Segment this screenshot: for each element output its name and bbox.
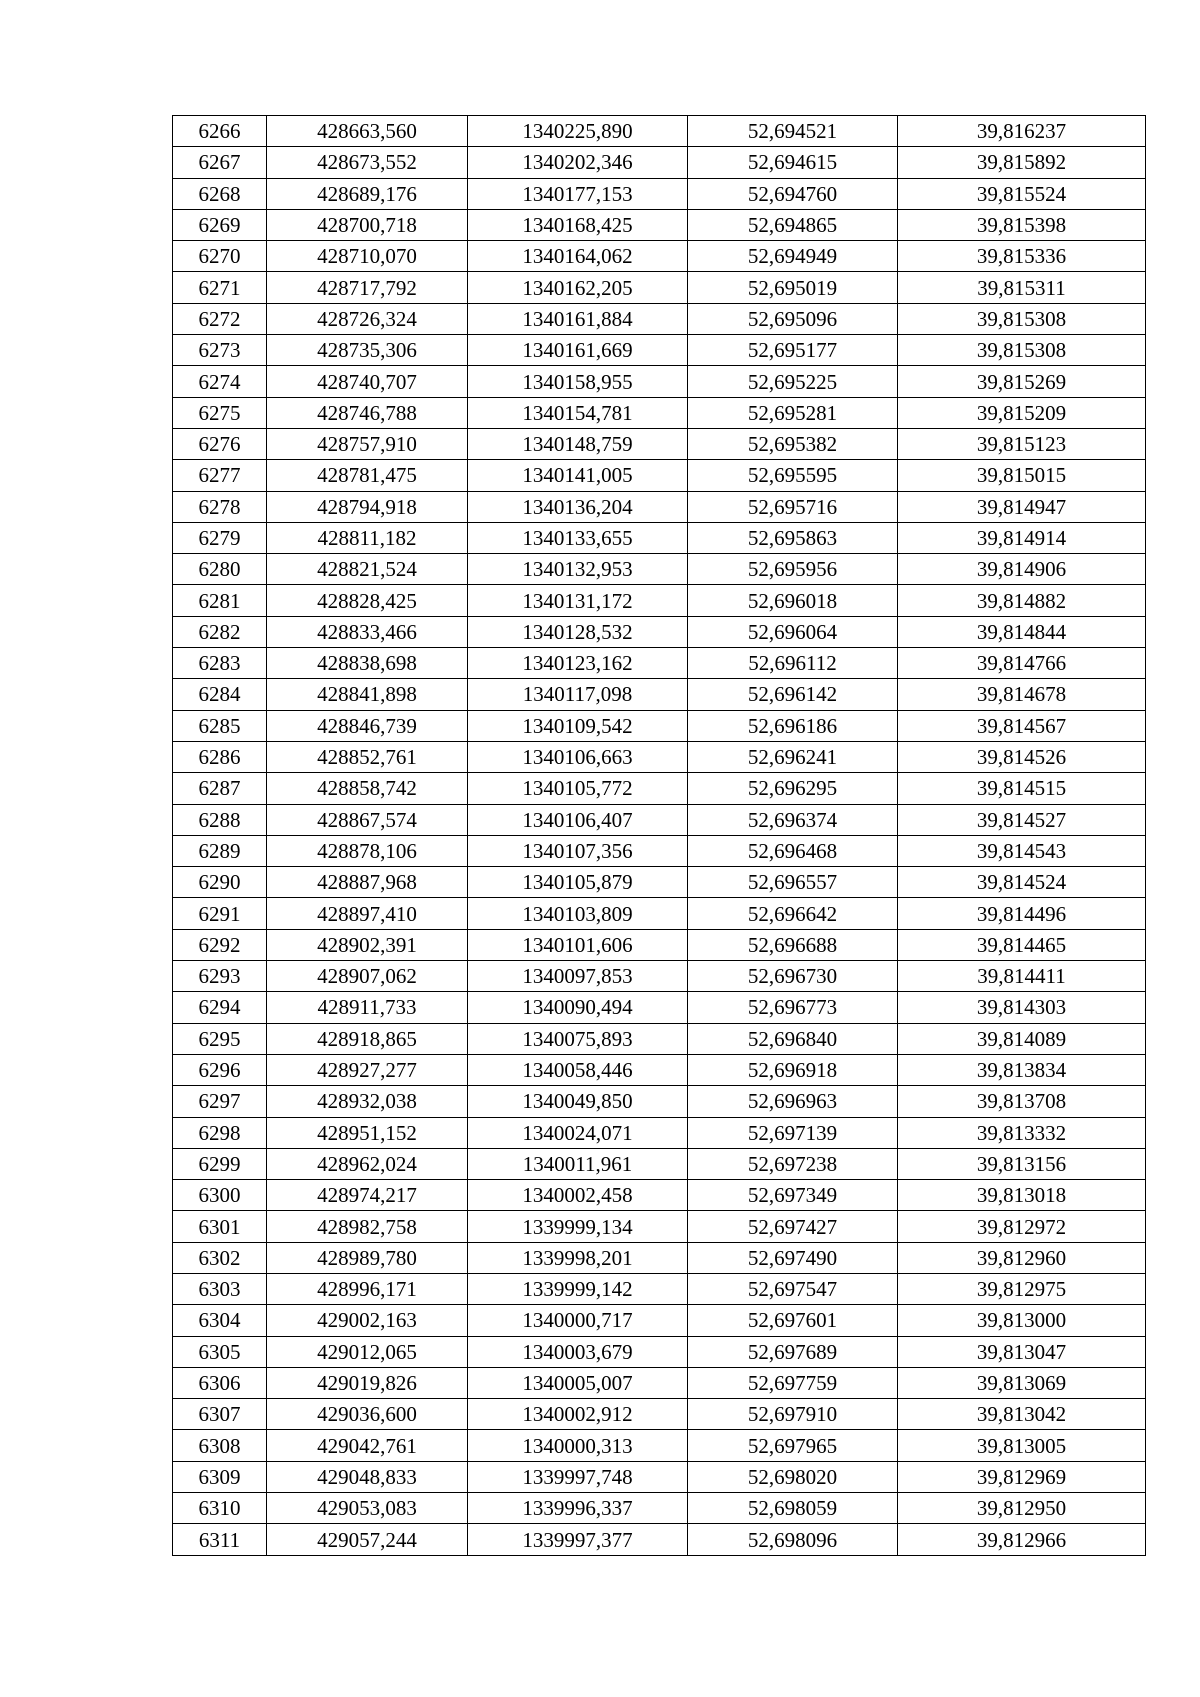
longitude-cell: 39,814766 [898,648,1146,679]
table-row [173,1430,1146,1461]
point-number-cell: 6291 [173,898,267,929]
point-number-cell: 6270 [173,241,267,272]
table-row [173,147,1146,178]
y-coordinate-cell: 1339999,134 [468,1211,688,1242]
table-row [173,1336,1146,1367]
y-coordinate-cell: 1339998,201 [468,1242,688,1273]
y-coordinate-cell: 1340101,606 [468,929,688,960]
x-coordinate-cell: 428689,176 [267,178,468,209]
longitude-cell: 39,815892 [898,147,1146,178]
longitude-cell: 39,815308 [898,303,1146,334]
table-row [173,241,1146,272]
y-coordinate-cell: 1340049,850 [468,1086,688,1117]
y-coordinate-cell: 1340058,446 [468,1054,688,1085]
point-number-cell: 6288 [173,804,267,835]
x-coordinate-cell: 429048,833 [267,1461,468,1492]
y-coordinate-cell: 1340075,893 [468,1023,688,1054]
point-number-cell: 6302 [173,1242,267,1273]
longitude-cell: 39,812969 [898,1461,1146,1492]
latitude-cell: 52,697759 [688,1367,898,1398]
coordinates-table-body [173,116,1146,1556]
table-row [173,1367,1146,1398]
longitude-cell: 39,813047 [898,1336,1146,1367]
longitude-cell: 39,814844 [898,616,1146,647]
y-coordinate-cell: 1339997,377 [468,1524,688,1555]
longitude-cell: 39,815336 [898,241,1146,272]
longitude-cell: 39,815398 [898,209,1146,240]
y-coordinate-cell: 1340164,062 [468,241,688,272]
latitude-cell: 52,694760 [688,178,898,209]
y-coordinate-cell: 1340107,356 [468,835,688,866]
y-coordinate-cell: 1340123,162 [468,648,688,679]
table-row [173,1180,1146,1211]
y-coordinate-cell: 1340117,098 [468,679,688,710]
latitude-cell: 52,696688 [688,929,898,960]
table-row [173,1117,1146,1148]
latitude-cell: 52,696468 [688,835,898,866]
table-row [173,1273,1146,1304]
y-coordinate-cell: 1340132,953 [468,554,688,585]
x-coordinate-cell: 429036,600 [267,1399,468,1430]
longitude-cell: 39,815123 [898,428,1146,459]
x-coordinate-cell: 428982,758 [267,1211,468,1242]
longitude-cell: 39,814303 [898,992,1146,1023]
table-row [173,961,1146,992]
table-row [173,898,1146,929]
longitude-cell: 39,813018 [898,1180,1146,1211]
latitude-cell: 52,695096 [688,303,898,334]
table-row [173,585,1146,616]
table-row [173,178,1146,209]
latitude-cell: 52,697427 [688,1211,898,1242]
point-number-cell: 6295 [173,1023,267,1054]
y-coordinate-cell: 1340011,961 [468,1148,688,1179]
latitude-cell: 52,697139 [688,1117,898,1148]
x-coordinate-cell: 428846,739 [267,710,468,741]
longitude-cell: 39,813834 [898,1054,1146,1085]
point-number-cell: 6274 [173,366,267,397]
table-row [173,773,1146,804]
latitude-cell: 52,695281 [688,397,898,428]
table-row [173,1524,1146,1555]
longitude-cell: 39,813069 [898,1367,1146,1398]
y-coordinate-cell: 1340105,879 [468,867,688,898]
y-coordinate-cell: 1340090,494 [468,992,688,1023]
point-number-cell: 6310 [173,1493,267,1524]
table-row [173,1242,1146,1273]
point-number-cell: 6281 [173,585,267,616]
point-number-cell: 6285 [173,710,267,741]
y-coordinate-cell: 1340109,542 [468,710,688,741]
table-row [173,1399,1146,1430]
table-row [173,1461,1146,1492]
point-number-cell: 6296 [173,1054,267,1085]
longitude-cell: 39,812975 [898,1273,1146,1304]
x-coordinate-cell: 428996,171 [267,1273,468,1304]
point-number-cell: 6299 [173,1148,267,1179]
point-number-cell: 6287 [173,773,267,804]
x-coordinate-cell: 428902,391 [267,929,468,960]
table-row [173,867,1146,898]
y-coordinate-cell: 1339999,142 [468,1273,688,1304]
table-row [173,1211,1146,1242]
latitude-cell: 52,695382 [688,428,898,459]
x-coordinate-cell: 428663,560 [267,116,468,147]
table-row [173,1148,1146,1179]
point-number-cell: 6272 [173,303,267,334]
x-coordinate-cell: 429057,244 [267,1524,468,1555]
y-coordinate-cell: 1340202,346 [468,147,688,178]
point-number-cell: 6268 [173,178,267,209]
point-number-cell: 6276 [173,428,267,459]
longitude-cell: 39,814089 [898,1023,1146,1054]
x-coordinate-cell: 428841,898 [267,679,468,710]
point-number-cell: 6283 [173,648,267,679]
x-coordinate-cell: 428781,475 [267,460,468,491]
point-number-cell: 6298 [173,1117,267,1148]
latitude-cell: 52,696642 [688,898,898,929]
x-coordinate-cell: 428811,182 [267,522,468,553]
table-row [173,1086,1146,1117]
latitude-cell: 52,696963 [688,1086,898,1117]
y-coordinate-cell: 1340162,205 [468,272,688,303]
longitude-cell: 39,814465 [898,929,1146,960]
point-number-cell: 6311 [173,1524,267,1555]
longitude-cell: 39,814411 [898,961,1146,992]
x-coordinate-cell: 429042,761 [267,1430,468,1461]
table-row [173,209,1146,240]
longitude-cell: 39,814496 [898,898,1146,929]
point-number-cell: 6289 [173,835,267,866]
x-coordinate-cell: 428821,524 [267,554,468,585]
table-row [173,428,1146,459]
latitude-cell: 52,695177 [688,335,898,366]
table-row [173,116,1146,147]
x-coordinate-cell: 428746,788 [267,397,468,428]
table-row [173,1023,1146,1054]
longitude-cell: 39,813005 [898,1430,1146,1461]
table-row [173,1305,1146,1336]
table-row [173,992,1146,1023]
x-coordinate-cell: 429002,163 [267,1305,468,1336]
latitude-cell: 52,694615 [688,147,898,178]
point-number-cell: 6300 [173,1180,267,1211]
latitude-cell: 52,695863 [688,522,898,553]
x-coordinate-cell: 429053,083 [267,1493,468,1524]
x-coordinate-cell: 428838,698 [267,648,468,679]
longitude-cell: 39,813332 [898,1117,1146,1148]
x-coordinate-cell: 428932,038 [267,1086,468,1117]
longitude-cell: 39,814524 [898,867,1146,898]
longitude-cell: 39,813708 [898,1086,1146,1117]
point-number-cell: 6266 [173,116,267,147]
x-coordinate-cell: 428878,106 [267,835,468,866]
y-coordinate-cell: 1340000,717 [468,1305,688,1336]
latitude-cell: 52,694949 [688,241,898,272]
x-coordinate-cell: 428897,410 [267,898,468,929]
latitude-cell: 52,698020 [688,1461,898,1492]
table-row [173,554,1146,585]
x-coordinate-cell: 428833,466 [267,616,468,647]
y-coordinate-cell: 1340148,759 [468,428,688,459]
table-row [173,522,1146,553]
y-coordinate-cell: 1340106,663 [468,741,688,772]
point-number-cell: 6290 [173,867,267,898]
latitude-cell: 52,696064 [688,616,898,647]
point-number-cell: 6275 [173,397,267,428]
y-coordinate-cell: 1339996,337 [468,1493,688,1524]
x-coordinate-cell: 428794,918 [267,491,468,522]
longitude-cell: 39,814882 [898,585,1146,616]
table-row [173,303,1146,334]
y-coordinate-cell: 1340106,407 [468,804,688,835]
point-number-cell: 6277 [173,460,267,491]
table-row [173,648,1146,679]
latitude-cell: 52,696142 [688,679,898,710]
latitude-cell: 52,696241 [688,741,898,772]
table-row [173,804,1146,835]
table-row [173,741,1146,772]
point-number-cell: 6271 [173,272,267,303]
latitude-cell: 52,697601 [688,1305,898,1336]
x-coordinate-cell: 428887,968 [267,867,468,898]
latitude-cell: 52,696918 [688,1054,898,1085]
longitude-cell: 39,812966 [898,1524,1146,1555]
longitude-cell: 39,814678 [898,679,1146,710]
latitude-cell: 52,696112 [688,648,898,679]
y-coordinate-cell: 1340000,313 [468,1430,688,1461]
longitude-cell: 39,815015 [898,460,1146,491]
x-coordinate-cell: 428710,070 [267,241,468,272]
y-coordinate-cell: 1340003,679 [468,1336,688,1367]
x-coordinate-cell: 428974,217 [267,1180,468,1211]
latitude-cell: 52,697349 [688,1180,898,1211]
y-coordinate-cell: 1340136,204 [468,491,688,522]
y-coordinate-cell: 1340225,890 [468,116,688,147]
latitude-cell: 52,694521 [688,116,898,147]
x-coordinate-cell: 428867,574 [267,804,468,835]
latitude-cell: 52,697490 [688,1242,898,1273]
table-row [173,679,1146,710]
table-row [173,835,1146,866]
x-coordinate-cell: 428918,865 [267,1023,468,1054]
y-coordinate-cell: 1340168,425 [468,209,688,240]
longitude-cell: 39,815269 [898,366,1146,397]
y-coordinate-cell: 1339997,748 [468,1461,688,1492]
latitude-cell: 52,697238 [688,1148,898,1179]
x-coordinate-cell: 428740,707 [267,366,468,397]
longitude-cell: 39,815311 [898,272,1146,303]
y-coordinate-cell: 1340024,071 [468,1117,688,1148]
latitude-cell: 52,696186 [688,710,898,741]
longitude-cell: 39,813000 [898,1305,1146,1336]
coordinates-table [172,115,1146,1556]
table-row [173,1054,1146,1085]
point-number-cell: 6292 [173,929,267,960]
point-number-cell: 6269 [173,209,267,240]
latitude-cell: 52,696840 [688,1023,898,1054]
x-coordinate-cell: 428911,733 [267,992,468,1023]
point-number-cell: 6297 [173,1086,267,1117]
point-number-cell: 6305 [173,1336,267,1367]
table-row [173,710,1146,741]
y-coordinate-cell: 1340131,172 [468,585,688,616]
point-number-cell: 6304 [173,1305,267,1336]
x-coordinate-cell: 428951,152 [267,1117,468,1148]
longitude-cell: 39,814906 [898,554,1146,585]
y-coordinate-cell: 1340005,007 [468,1367,688,1398]
y-coordinate-cell: 1340161,884 [468,303,688,334]
point-number-cell: 6286 [173,741,267,772]
longitude-cell: 39,814947 [898,491,1146,522]
point-number-cell: 6294 [173,992,267,1023]
longitude-cell: 39,812972 [898,1211,1146,1242]
x-coordinate-cell: 428757,910 [267,428,468,459]
table-row [173,929,1146,960]
x-coordinate-cell: 428989,780 [267,1242,468,1273]
longitude-cell: 39,814527 [898,804,1146,835]
x-coordinate-cell: 428962,024 [267,1148,468,1179]
y-coordinate-cell: 1340002,912 [468,1399,688,1430]
latitude-cell: 52,698096 [688,1524,898,1555]
point-number-cell: 6301 [173,1211,267,1242]
point-number-cell: 6284 [173,679,267,710]
latitude-cell: 52,696374 [688,804,898,835]
y-coordinate-cell: 1340158,955 [468,366,688,397]
point-number-cell: 6278 [173,491,267,522]
table-row [173,616,1146,647]
x-coordinate-cell: 428858,742 [267,773,468,804]
longitude-cell: 39,812960 [898,1242,1146,1273]
y-coordinate-cell: 1340154,781 [468,397,688,428]
point-number-cell: 6308 [173,1430,267,1461]
latitude-cell: 52,695716 [688,491,898,522]
longitude-cell: 39,813042 [898,1399,1146,1430]
latitude-cell: 52,697910 [688,1399,898,1430]
point-number-cell: 6279 [173,522,267,553]
longitude-cell: 39,813156 [898,1148,1146,1179]
y-coordinate-cell: 1340128,532 [468,616,688,647]
longitude-cell: 39,814567 [898,710,1146,741]
point-number-cell: 6303 [173,1273,267,1304]
longitude-cell: 39,815308 [898,335,1146,366]
latitude-cell: 52,696295 [688,773,898,804]
latitude-cell: 52,695595 [688,460,898,491]
longitude-cell: 39,815524 [898,178,1146,209]
x-coordinate-cell: 428852,761 [267,741,468,772]
x-coordinate-cell: 428717,792 [267,272,468,303]
x-coordinate-cell: 428700,718 [267,209,468,240]
latitude-cell: 52,695956 [688,554,898,585]
x-coordinate-cell: 429012,065 [267,1336,468,1367]
y-coordinate-cell: 1340133,655 [468,522,688,553]
x-coordinate-cell: 428735,306 [267,335,468,366]
latitude-cell: 52,696018 [688,585,898,616]
table-row [173,491,1146,522]
table-row [173,335,1146,366]
table-row [173,397,1146,428]
y-coordinate-cell: 1340103,809 [468,898,688,929]
latitude-cell: 52,697689 [688,1336,898,1367]
x-coordinate-cell: 428726,324 [267,303,468,334]
table-row [173,272,1146,303]
x-coordinate-cell: 428907,062 [267,961,468,992]
x-coordinate-cell: 429019,826 [267,1367,468,1398]
y-coordinate-cell: 1340177,153 [468,178,688,209]
point-number-cell: 6273 [173,335,267,366]
point-number-cell: 6309 [173,1461,267,1492]
table-row [173,366,1146,397]
longitude-cell: 39,814543 [898,835,1146,866]
latitude-cell: 52,697965 [688,1430,898,1461]
longitude-cell: 39,812950 [898,1493,1146,1524]
y-coordinate-cell: 1340002,458 [468,1180,688,1211]
latitude-cell: 52,694865 [688,209,898,240]
longitude-cell: 39,814914 [898,522,1146,553]
table-row [173,460,1146,491]
latitude-cell: 52,698059 [688,1493,898,1524]
latitude-cell: 52,695019 [688,272,898,303]
y-coordinate-cell: 1340105,772 [468,773,688,804]
longitude-cell: 39,816237 [898,116,1146,147]
point-number-cell: 6282 [173,616,267,647]
y-coordinate-cell: 1340161,669 [468,335,688,366]
point-number-cell: 6280 [173,554,267,585]
longitude-cell: 39,815209 [898,397,1146,428]
x-coordinate-cell: 428927,277 [267,1054,468,1085]
x-coordinate-cell: 428673,552 [267,147,468,178]
latitude-cell: 52,696773 [688,992,898,1023]
point-number-cell: 6306 [173,1367,267,1398]
table-row [173,1493,1146,1524]
x-coordinate-cell: 428828,425 [267,585,468,616]
y-coordinate-cell: 1340141,005 [468,460,688,491]
latitude-cell: 52,695225 [688,366,898,397]
point-number-cell: 6267 [173,147,267,178]
latitude-cell: 52,696557 [688,867,898,898]
latitude-cell: 52,697547 [688,1273,898,1304]
point-number-cell: 6293 [173,961,267,992]
longitude-cell: 39,814526 [898,741,1146,772]
latitude-cell: 52,696730 [688,961,898,992]
point-number-cell: 6307 [173,1399,267,1430]
y-coordinate-cell: 1340097,853 [468,961,688,992]
longitude-cell: 39,814515 [898,773,1146,804]
